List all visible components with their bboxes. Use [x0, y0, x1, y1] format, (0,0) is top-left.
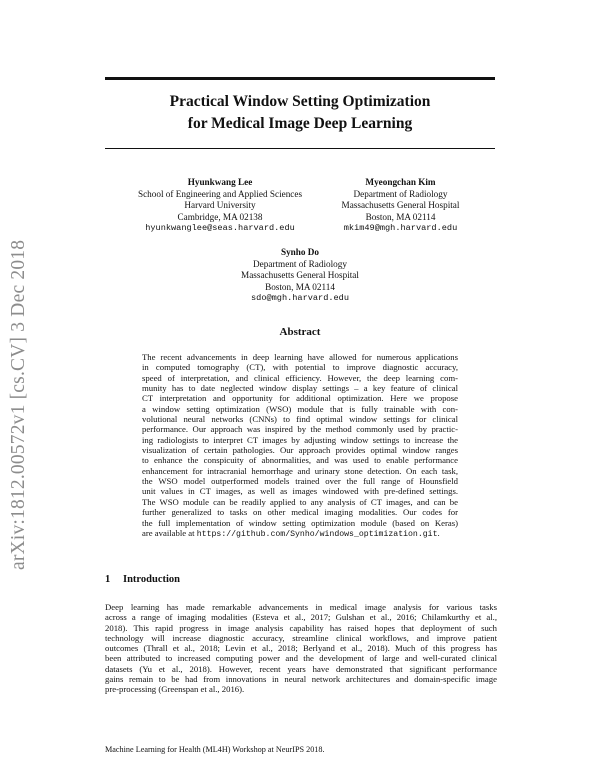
abstract-heading: Abstract — [279, 326, 321, 338]
author-email: hyunkwanglee@seas.harvard.edu — [145, 223, 295, 233]
title-top-rule — [105, 77, 495, 80]
introduction-body — [105, 602, 497, 695]
abstract-body — [142, 352, 458, 540]
author-name: Synho Do — [280, 247, 320, 257]
abstract-line: The recent advancements in deep learning have allowed for numerous applications — [142, 352, 458, 362]
author-email: mkim49@mgh.harvard.edu — [343, 223, 458, 233]
abstract-line: unit values in CT images, as well as images windowed with pre-defined settings. — [142, 486, 458, 497]
introduction-line: datasets (Yu et al., 2018). However, recent years have demonstrated that significant performance — [105, 663, 497, 674]
abstract-line: CT interpretation and opportunity for additional optimization. Here we propose — [142, 393, 458, 404]
abstract-line: munity has to date neglected window display settings – a key feature of clinical — [142, 383, 458, 394]
author-affiliation-line: School of Engineering and Applied Sciences — [137, 188, 303, 199]
abstract-last-line-suffix: . — [437, 527, 440, 538]
abstract-line: the WSO model outperformed models trained over the full range of Hounsfield — [142, 476, 458, 487]
title-line-1: Practical Window Setting Optimization — [169, 93, 431, 110]
abstract-last-line-prefix: are available at — [142, 527, 197, 538]
abstract-line — [142, 528, 458, 540]
author-affiliation-line: Massachusetts General Hospital — [241, 270, 359, 280]
introduction-line: been attributed to increased computing power and the development of large and well-curated clinical — [105, 653, 497, 664]
author-email: sdo@mgh.harvard.edu — [251, 293, 349, 303]
author-name: Myeongchan Kim — [365, 177, 436, 187]
abstract-line: further generalized to tasks on other medical imaging modalities. Our codes for — [142, 507, 458, 518]
abstract-line: enhancement for intracranial hemorrhage and urinary stone detection. On each task, — [142, 465, 458, 476]
abstract-line: performance. Our approach was inspired by the method commonly used by practic- — [142, 424, 458, 435]
abstract-line: the full implementation of window setting optimization module (based on Keras) — [142, 517, 458, 528]
introduction-line: across a range of imaging modalities (Esteva et al., 2017; Gulshan et al., 2016; Chilamkurthy et al., — [105, 612, 497, 623]
code-repository-link[interactable]: https://github.com/Synho/windows_optimization.git — [196, 529, 438, 539]
abstract-line: in computed tomography (CT), with potential to improve diagnostic accuracy, — [142, 362, 458, 373]
abstract-line: volutional neural networks (CNNs) to find optimal window settings for clinical — [142, 414, 458, 425]
introduction-line: technology will increase diagnostic accuracy, streamline clinical workflows, and improve patient — [105, 632, 497, 643]
introduction-line: Deep learning has made remarkable advancements in medical image analysis for various tasks — [105, 602, 497, 612]
author-affiliation-line: Boston, MA 02114 — [365, 211, 436, 222]
section-number: 1 — [105, 574, 111, 585]
title-bottom-rule — [105, 148, 495, 149]
arxiv-identifier-text: arXiv:1812.00572v1 [cs.CV] 3 Dec 2018 — [8, 239, 29, 570]
author-block — [318, 177, 483, 235]
author-affiliation-line: Massachusetts General Hospital — [341, 200, 460, 210]
abstract-line: a window setting optimization (WSO) module that is fully trainable with con- — [142, 403, 458, 414]
author-affiliation-line: Department of Radiology — [253, 258, 347, 269]
author-name: Hyunkwang Lee — [187, 177, 253, 187]
abstract-line: to enhance the conspicuity of abnormalities, and was used to enable performance — [142, 455, 458, 466]
introduction-line: pre-processing (Greenspan et al., 2016). — [105, 684, 245, 695]
abstract-line: The WSO module can be readily applied to any analysis of CT images, and can be — [142, 496, 458, 507]
author-affiliation-line: Harvard University — [184, 200, 256, 210]
abstract-line: visualization of certain pathologies. Our approach provides optimal window ranges — [142, 445, 458, 456]
section-title: Introduction — [123, 574, 180, 585]
author-affiliation-line: Boston, MA 02114 — [265, 281, 335, 292]
introduction-line: gains remain to be had from innovations in neural network architectures and domain-specific image — [105, 674, 497, 685]
section-heading-introduction — [105, 574, 180, 585]
introduction-line: 2018). This rapid progress in image analysis capability has raised hopes that deployment of such — [105, 622, 497, 633]
title-line-2: for Medical Image Deep Learning — [187, 115, 413, 132]
venue-footnote: Machine Learning for Health (ML4H) Workshop at NeurIPS 2018. — [105, 745, 325, 754]
abstract-line: speed of interpretation, and clinical efficiency. However, the deep learning com- — [142, 372, 458, 383]
author-block — [210, 247, 390, 305]
author-affiliation-line: Department of Radiology — [353, 188, 448, 199]
abstract-line: ing radiologists to interpret CT images by adjusting window settings to increase the — [142, 434, 458, 445]
introduction-line: outcomes (Thrall et al., 2018; Levin et al., 2018; Berlyand et al., 2018). Much of this progress has — [105, 643, 497, 654]
author-affiliation-line: Cambridge, MA 02138 — [177, 211, 263, 222]
paper-title — [105, 91, 495, 135]
author-block — [130, 177, 310, 235]
